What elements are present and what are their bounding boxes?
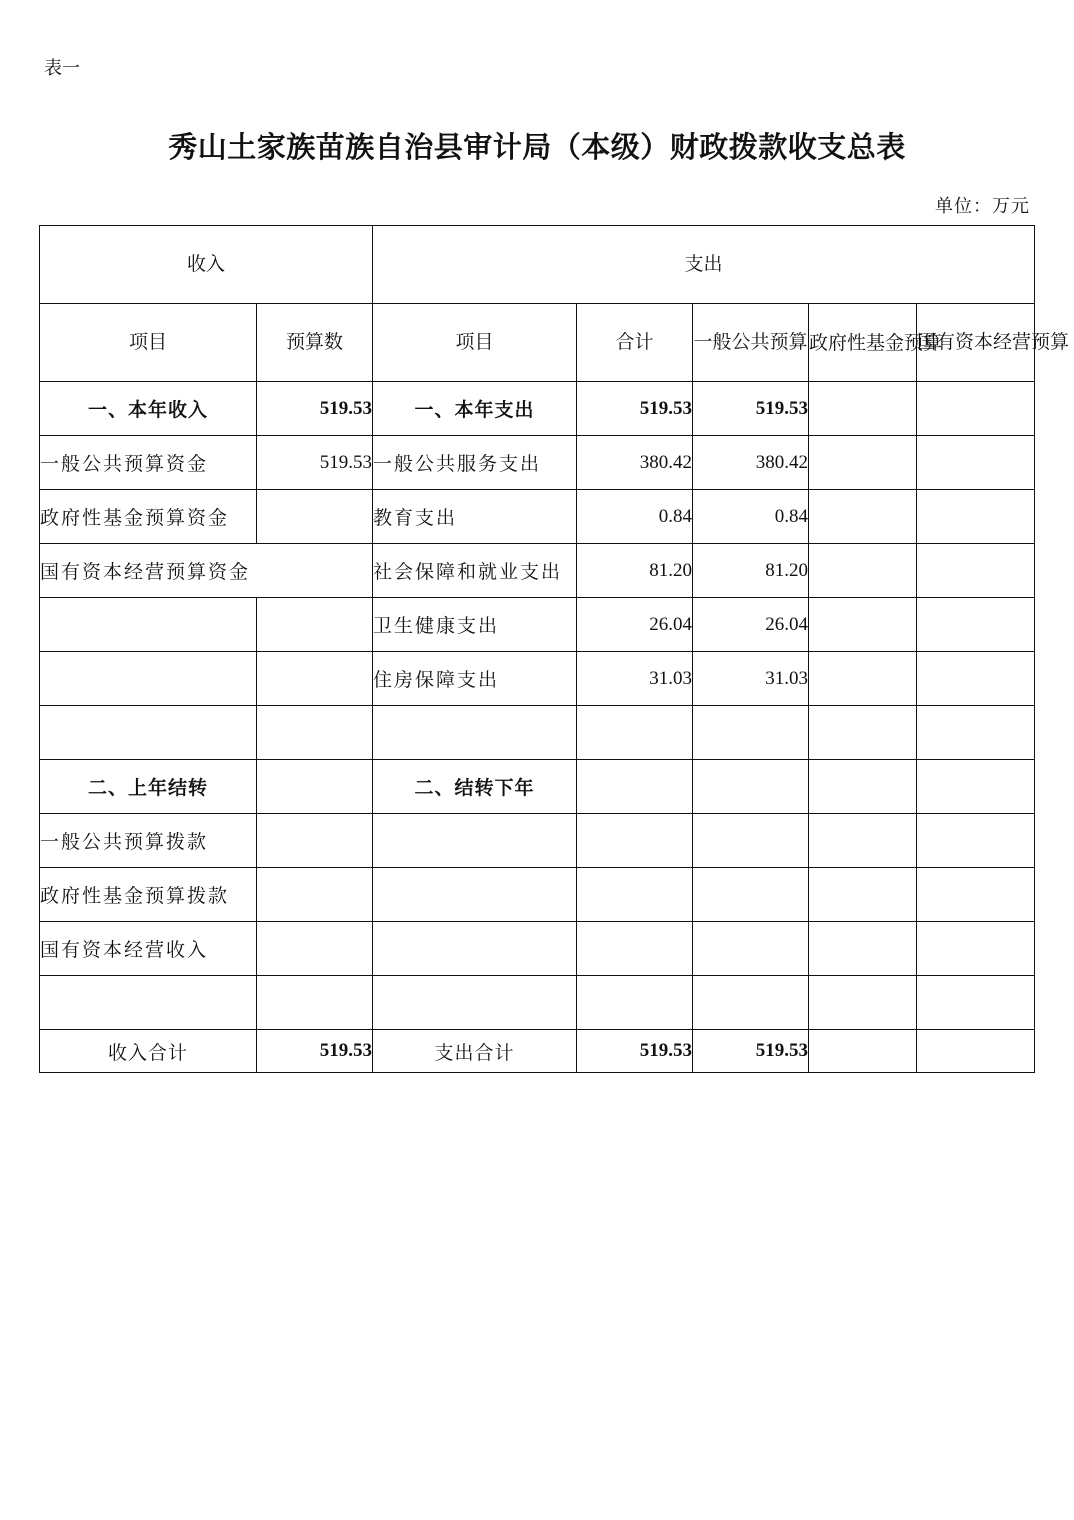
- expense-state-total-value: [917, 1030, 1035, 1073]
- expense-item-cell: 二、结转下年: [373, 760, 577, 814]
- unit-label: 单位：万元: [935, 196, 1030, 217]
- expense-item-cell: 一般公共服务支出: [373, 436, 577, 490]
- expense-fund-total-value: [809, 1030, 917, 1073]
- expense-total-cell: [577, 868, 693, 922]
- income-total-value: 519.53: [257, 1030, 373, 1073]
- expense-fund-cell: [809, 868, 917, 922]
- income-value-cell: [257, 706, 373, 760]
- table-row: [40, 382, 1035, 436]
- expense-state-cell: [917, 868, 1035, 922]
- expense-item-cell: 社会保障和就业支出: [373, 544, 577, 598]
- table-row: [40, 868, 1035, 922]
- expense-total-cell: [577, 760, 693, 814]
- table-row: [40, 436, 1035, 490]
- expense-general-cell: 26.04: [693, 598, 809, 652]
- income-value-cell: [257, 490, 373, 544]
- income-item-cell: [40, 706, 257, 760]
- expense-fund-cell: [809, 814, 917, 868]
- expense-item-cell: [373, 868, 577, 922]
- income-item-cell: 政府性基金预算拨款: [40, 868, 257, 922]
- expense-item-cell: [373, 922, 577, 976]
- expense-fund-cell: [809, 490, 917, 544]
- expense-total-cell: [577, 922, 693, 976]
- expense-item-cell: [373, 976, 577, 1030]
- expense-general-cell: [693, 706, 809, 760]
- income-item-cell: 一般公共预算拨款: [40, 814, 257, 868]
- expense-state-cell: [917, 382, 1035, 436]
- expense-fund-cell: [809, 652, 917, 706]
- income-value-cell: [257, 868, 373, 922]
- expense-total-header: 合计: [577, 304, 693, 382]
- expense-general-cell: 31.03: [693, 652, 809, 706]
- income-item-cell: [40, 976, 257, 1030]
- expense-item-cell: [373, 814, 577, 868]
- expense-general-cell: [693, 922, 809, 976]
- expense-general-total-value: 519.53: [693, 1030, 809, 1073]
- budget-table: [39, 225, 1070, 1073]
- table-row: [40, 544, 1035, 598]
- expense-fund-header: 政府性基金预算: [809, 304, 917, 382]
- expense-fund-cell: [809, 544, 917, 598]
- table-row: [40, 652, 1035, 706]
- income-item-cell: [40, 598, 257, 652]
- page-title: 秀山土家族苗族自治县审计局（本级）财政拨款收支总表: [168, 130, 906, 164]
- income-item-cell: 国有资本经营预算资金: [40, 544, 373, 598]
- expense-total-cell: [577, 706, 693, 760]
- expense-total-cell: [577, 976, 693, 1030]
- expense-item-cell: 教育支出: [373, 490, 577, 544]
- expense-total-value: 519.53: [577, 1030, 693, 1073]
- expense-state-cell: [917, 490, 1035, 544]
- income-item-cell: [40, 652, 257, 706]
- income-value-cell: [257, 814, 373, 868]
- expense-fund-cell: [809, 922, 917, 976]
- table-row: [40, 490, 1035, 544]
- expense-state-cell: [917, 598, 1035, 652]
- income-item-cell: 一、本年收入: [40, 382, 257, 436]
- income-value-cell: 519.53: [257, 436, 373, 490]
- income-item-cell: 政府性基金预算资金: [40, 490, 257, 544]
- expense-item-header: 项目: [373, 304, 577, 382]
- header-row-columns: [40, 304, 1035, 382]
- table-row: [40, 760, 1035, 814]
- income-value-cell: [257, 652, 373, 706]
- expense-total-cell: 31.03: [577, 652, 693, 706]
- expense-general-cell: [693, 976, 809, 1030]
- table-row: [40, 706, 1035, 760]
- income-value-cell: [257, 598, 373, 652]
- income-value-cell: [257, 760, 373, 814]
- expense-item-cell: 一、本年支出: [373, 382, 577, 436]
- expense-state-header: 国有资本经营预算: [917, 304, 1035, 382]
- expense-general-cell: [693, 868, 809, 922]
- expense-state-cell: [917, 814, 1035, 868]
- expense-total-cell: 26.04: [577, 598, 693, 652]
- expense-general-cell: 380.42: [693, 436, 809, 490]
- expense-total-cell: 519.53: [577, 382, 693, 436]
- totals-row: [40, 1030, 1035, 1073]
- expense-total-cell: 81.20: [577, 544, 693, 598]
- expense-fund-cell: [809, 436, 917, 490]
- expense-general-cell: 519.53: [693, 382, 809, 436]
- income-item-cell: 国有资本经营收入: [40, 922, 257, 976]
- expense-state-cell: [917, 706, 1035, 760]
- expense-fund-cell: [809, 598, 917, 652]
- expense-state-cell: [917, 652, 1035, 706]
- income-item-header: 项目: [40, 304, 257, 382]
- table-row: [40, 814, 1035, 868]
- expense-total-cell: 0.84: [577, 490, 693, 544]
- income-item-cell: 一般公共预算资金: [40, 436, 257, 490]
- expense-fund-cell: [809, 760, 917, 814]
- expense-state-cell: [917, 436, 1035, 490]
- expense-general-header: 一般公共预算: [693, 304, 809, 382]
- expense-state-cell: [917, 922, 1035, 976]
- expense-header: 支出: [373, 226, 1035, 304]
- table-row: [40, 922, 1035, 976]
- table-row: [40, 598, 1035, 652]
- income-item-cell: 二、上年结转: [40, 760, 257, 814]
- expense-fund-cell: [809, 382, 917, 436]
- income-budget-header: 预算数: [257, 304, 373, 382]
- table-row: [40, 976, 1035, 1030]
- expense-total-cell: [577, 814, 693, 868]
- expense-fund-cell: [809, 706, 917, 760]
- header-row-top: [40, 226, 1035, 304]
- expense-item-cell: 住房保障支出: [373, 652, 577, 706]
- income-header: 收入: [40, 226, 373, 304]
- expense-state-cell: [917, 976, 1035, 1030]
- table-number: 表一: [44, 58, 80, 79]
- expense-state-cell: [917, 544, 1035, 598]
- expense-total-cell: 380.42: [577, 436, 693, 490]
- expense-general-cell: [693, 814, 809, 868]
- income-total-label: 收入合计: [40, 1030, 257, 1073]
- expense-general-cell: 0.84: [693, 490, 809, 544]
- income-value-cell: [257, 976, 373, 1030]
- income-value-cell: [257, 922, 373, 976]
- income-value-cell: 519.53: [257, 382, 373, 436]
- expense-general-cell: 81.20: [693, 544, 809, 598]
- expense-item-cell: 卫生健康支出: [373, 598, 577, 652]
- expense-total-label: 支出合计: [373, 1030, 577, 1073]
- expense-general-cell: [693, 760, 809, 814]
- expense-state-cell: [917, 760, 1035, 814]
- expense-fund-cell: [809, 976, 917, 1030]
- expense-item-cell: [373, 706, 577, 760]
